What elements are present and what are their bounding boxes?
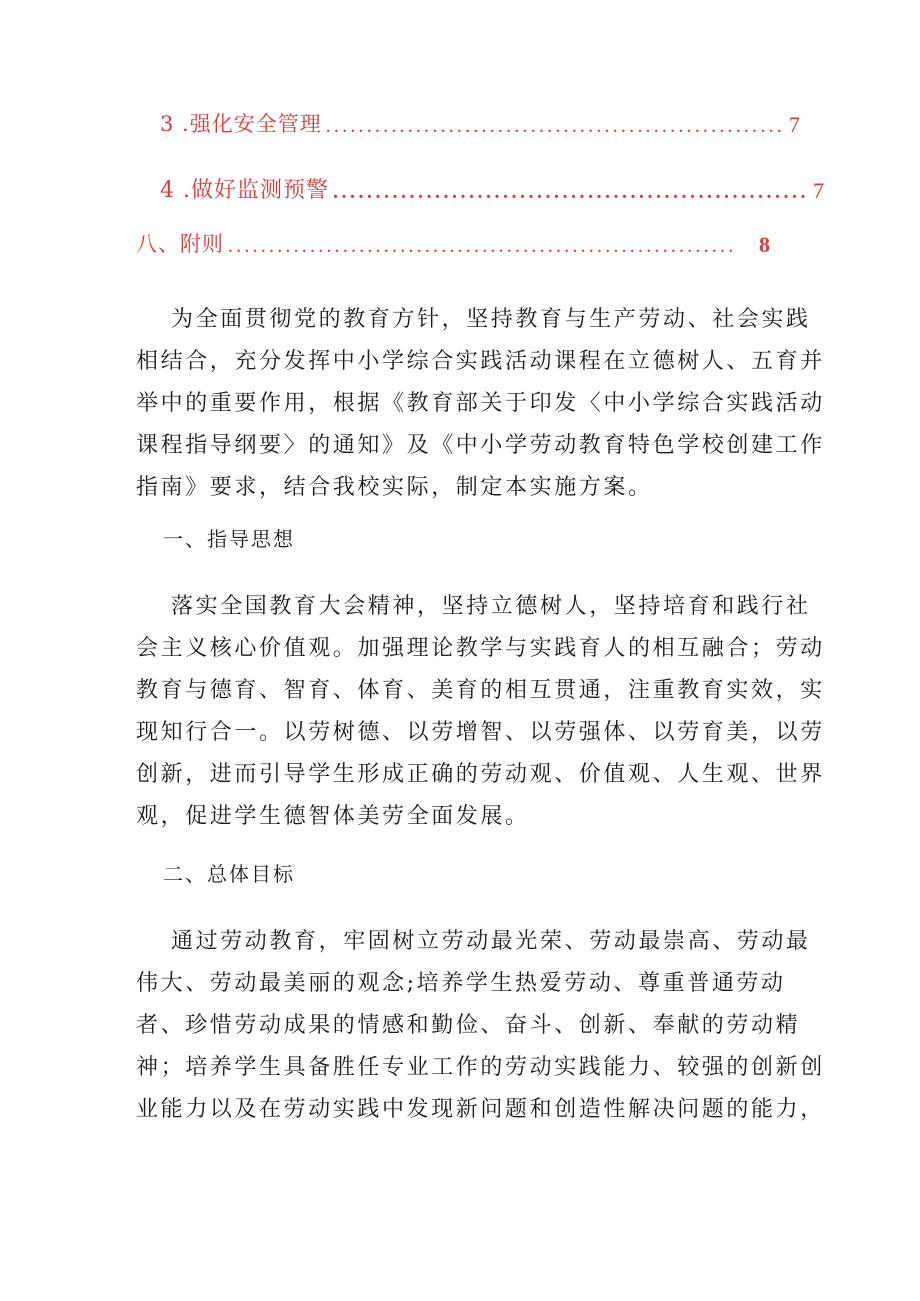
- paragraph-line: 落实全国教育大会精神，坚持立德树人，坚持培育和践行社: [171, 594, 811, 619]
- paragraph-line: 者、珍惜劳动成果的情感和勤俭、奋斗、创新、奉献的劳动精: [136, 1013, 801, 1038]
- section-paragraph: [136, 586, 825, 838]
- paragraph-line: 创新，进而引导学生形成正确的劳动观、价值观、人生观、世界: [136, 762, 825, 787]
- paragraph-line: 通过劳动教育，牢固树立劳动最光荣、劳动最崇高、劳动最: [171, 929, 811, 954]
- paragraph-line: 课程指导纲要〉的通知》及《中小学劳动教育特色学校创建工作: [136, 433, 825, 458]
- paragraph-line: 业能力以及在劳动实践中发现新问题和创造性解决问题的能力，: [136, 1097, 825, 1122]
- toc-entry-label: 3 .强化安全管理: [160, 112, 322, 136]
- paragraph-line: 举中的重要作用，根据《教育部关于印发〈中小学综合实践活动: [136, 391, 825, 416]
- toc-page-number: 7: [812, 178, 824, 203]
- paragraph-line: 相结合，充分发挥中小学综合实践活动课程在立德树人、五育并: [136, 349, 825, 374]
- paragraph-line: 观，促进学生德智体美劳全面发展。: [136, 804, 530, 829]
- toc-entry[interactable]: [160, 164, 824, 204]
- paragraph-line: 指南》要求，结合我校实际，制定本实施方案。: [136, 475, 653, 500]
- section-paragraph: [136, 921, 825, 1131]
- toc-entry[interactable]: [160, 98, 800, 138]
- paragraph-line: 伟大、劳动最美丽的观念;培养学生热爱劳动、尊重普通劳动: [136, 971, 786, 996]
- toc-leader-dots: ........................................................: [325, 115, 785, 137]
- paragraph-line: 神；培养学生具备胜任专业工作的劳动实践能力、较强的创新创: [136, 1055, 825, 1080]
- toc-entry-label: 4 .做好监测预警: [160, 178, 329, 203]
- intro-paragraph: [136, 299, 825, 509]
- toc-page-number: 7: [788, 112, 800, 137]
- section-heading: 二、总体目标: [163, 862, 295, 886]
- toc-leader-dots: ..............................................................: [228, 235, 737, 257]
- paragraph-line: 会主义核心价值观。加强理论教学与实践育人的相互融合；劳动: [136, 636, 825, 661]
- paragraph-line: 为全面贯彻党的教育方针，坚持教育与生产劳动、社会实践: [171, 307, 811, 332]
- toc-entry-label: 八、附则: [136, 232, 224, 256]
- paragraph-line: 现知行合一。以劳树德、以劳增智、以劳强体、以劳育美，以劳: [136, 720, 825, 745]
- toc-entry[interactable]: [136, 218, 770, 258]
- paragraph-line: 教育与德育、智育、体育、美育的相互贯通，注重教育实效，实: [136, 678, 825, 703]
- section-heading: 一、指导思想: [163, 527, 295, 551]
- toc-leader-dots: ........................................................: [332, 181, 809, 203]
- toc-page-number: 8: [759, 232, 770, 257]
